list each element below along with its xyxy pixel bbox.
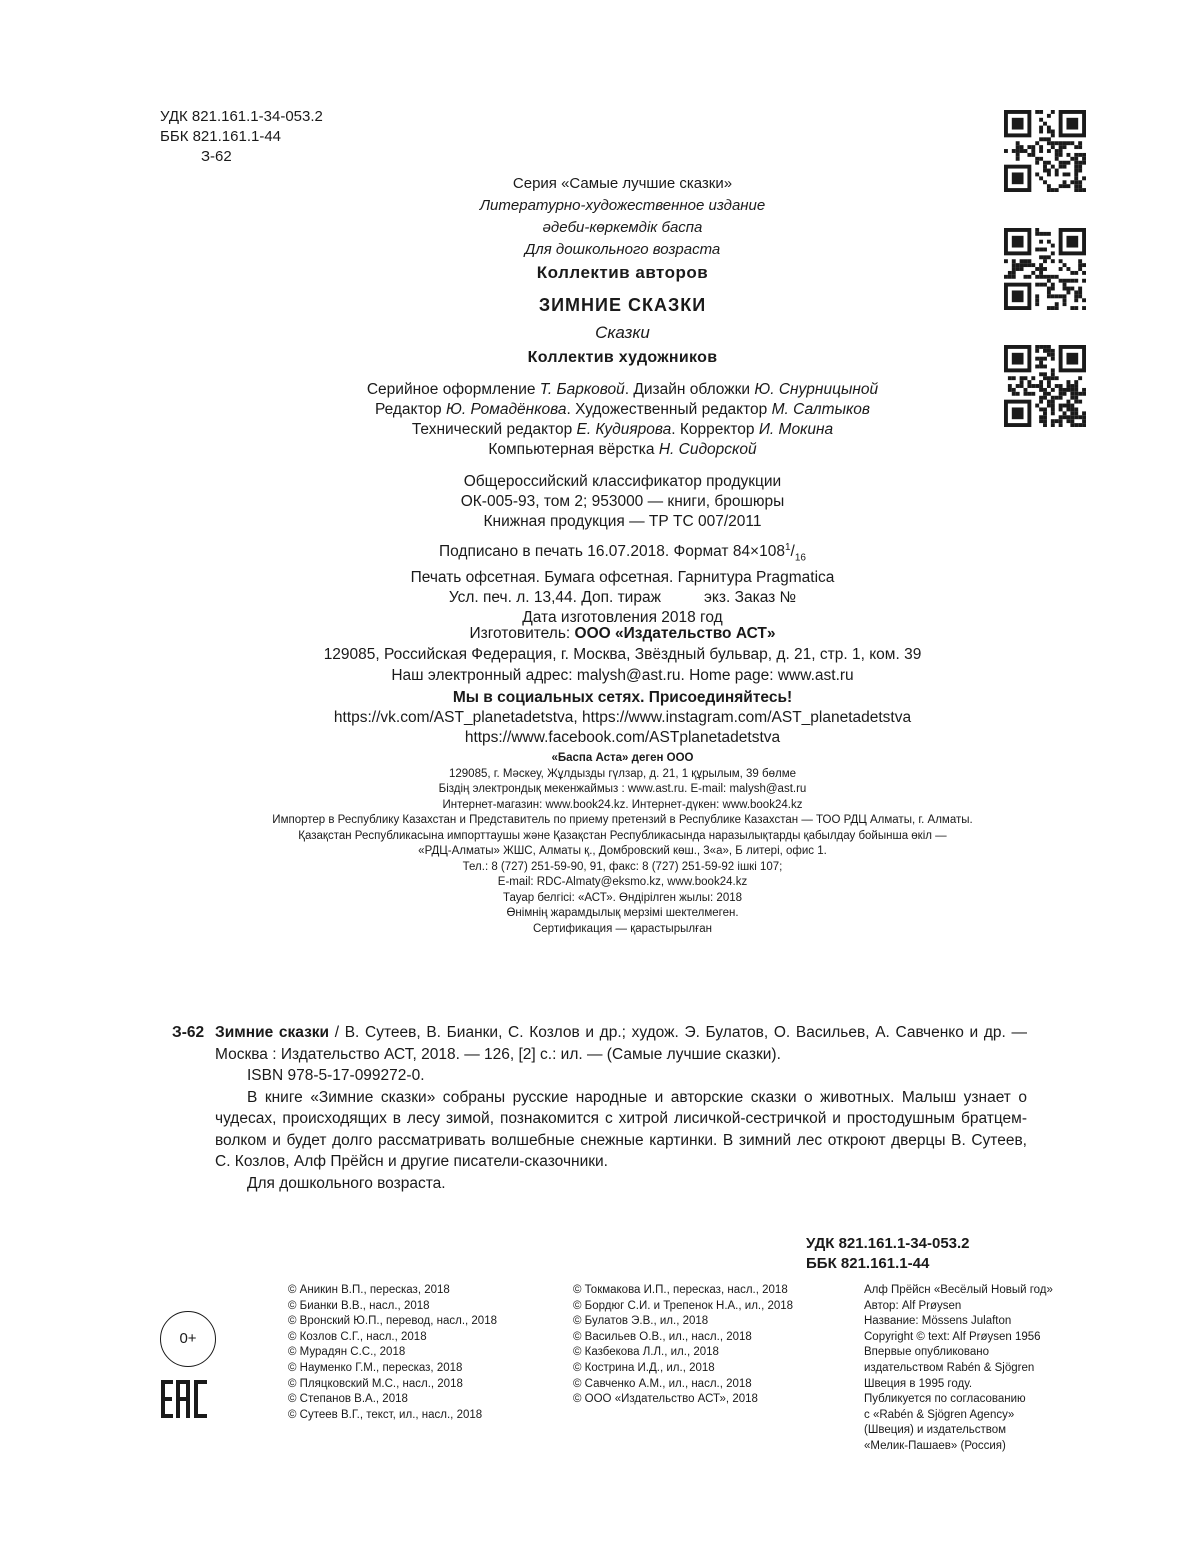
kz-line: Импортер в Республику Казахстан и Представитель по приему претензий в Республике Казахстан — ТОО РДЦ Алматы, г. Алматы. xyxy=(272,814,973,826)
copyrights-column-2 xyxy=(573,1283,793,1408)
card-udk: УДК 821.161.1-34-053.2 xyxy=(806,1235,970,1252)
copyright-line: © Науменко Г.М., пересказ, 2018 xyxy=(288,1361,463,1374)
kz-line: «РДЦ-Алматы» ЖШС, Алматы қ., Домбровский көш., 3«а», Б литері, офис 1. xyxy=(418,845,827,857)
authors: Коллектив авторов xyxy=(536,263,709,282)
copyright-line: © Козлов С.Г., насл., 2018 xyxy=(288,1330,427,1343)
classification-codes xyxy=(160,107,323,167)
qr-svg xyxy=(1004,345,1086,427)
qr-code-icon[interactable] xyxy=(1004,110,1086,192)
rights-line: «Мелик-Пашаев» (Россия) xyxy=(864,1439,1006,1452)
card-isbn: ISBN 978-5-17-099272-0. xyxy=(247,1067,425,1084)
copyright-line: © Казбекова Л.Л., ил., 2018 xyxy=(573,1346,719,1359)
credits-block xyxy=(200,380,1045,460)
copyright-line: © Пляцковский М.С., насл., 2018 xyxy=(288,1377,463,1390)
series-block xyxy=(200,173,1045,261)
card-bibliography: Зимние сказки / В. Сутеев, В. Бианки, С. Козлов и др.; худож. Э. Булатов, О. Васильев, А. Савченко и др. — Москва : Издательство АСТ, 2018. — 126, [2] с.: ил. — (Самые лучшие сказки). xyxy=(215,1024,1027,1063)
rights-line: Швеция в 1995 году. xyxy=(864,1377,973,1390)
social-block xyxy=(200,688,1045,748)
translation-rights-note xyxy=(864,1283,1053,1455)
card-mark: З-62 xyxy=(172,1024,205,1041)
manufacturer-contacts: Наш электронный адрес: malysh@ast.ru. Home page: www.ast.ru xyxy=(391,667,854,684)
rights-line: с «Rabén & Sjögren Agency» xyxy=(864,1408,1015,1421)
kz-line: Интернет-магазин: www.book24.kz. Интернет-дүкен: www.book24.kz xyxy=(442,798,803,811)
book-title: ЗИМНИЕ СКАЗКИ xyxy=(538,295,707,315)
kz-line: Сертификация — қарастырылған xyxy=(532,922,713,935)
copyright-line: © Васильев О.В., ил., насл., 2018 xyxy=(573,1330,752,1343)
qr-code-icon[interactable] xyxy=(1004,228,1086,310)
udk-code: УДК 821.161.1-34-053.2 xyxy=(160,108,323,125)
copyright-line: © Токмакова И.П., пересказ, насл., 2018 xyxy=(573,1284,788,1296)
rights-line: Название: Mössens Julafton xyxy=(864,1315,1012,1328)
author-mark: З-62 xyxy=(201,148,232,165)
credit-line: Компьютерная вёрстка Н. Сидорской xyxy=(488,441,757,458)
rights-line: Copyright © text: Alf Prøysen 1956 xyxy=(864,1330,1041,1343)
copyrights-column-1 xyxy=(288,1283,497,1423)
print-volume: Усл. печ. л. 13,44. Доп. тираж экз. Заказ № xyxy=(448,589,797,607)
edition-type-kz: әдеби-көркемдік баспа xyxy=(542,219,703,236)
card-codes xyxy=(806,1234,970,1274)
edition-type: Литературно-художественное издание xyxy=(479,197,766,214)
social-heading: Мы в социальных сетях. Присоединяйтесь! xyxy=(452,689,793,706)
kz-line: Тел.: 8 (727) 251-59-90, 91, факс: 8 (727) 251-59-92 ішкі 107; xyxy=(462,860,783,873)
rights-line: Автор: Alf Prøysen xyxy=(864,1299,962,1312)
copyright-line: © Аникин В.П., пересказ, 2018 xyxy=(288,1284,450,1296)
card-annotation: В книге «Зимние сказки» собраны русские народные и авторские сказки о животных. Малыш узнает о чудесах, происходящих в лесу зимой, познакомится с хитрой лисичкой-сестричкой и простодушным братцем-волком и будет долго рассматривать волшебные снежные картинки. В зимний лес откроют дверцы В. Сутеев, С. Козлов, Алф Прёйсн и другие писатели-сказочники. xyxy=(215,1088,1027,1170)
genre: Сказки xyxy=(595,323,650,342)
copyright-line: © Кострина И.Д., ил., 2018 xyxy=(573,1361,715,1374)
credit-line: Серийное оформление Т. Барковой. Дизайн обложки Ю. Снурницыной xyxy=(366,381,879,398)
manufacturer-block xyxy=(200,623,1045,686)
copyright-line: © ООО «Издательство АСТ», 2018 xyxy=(573,1393,758,1406)
kz-heading: «Баспа Аста» деген ООО xyxy=(551,752,694,764)
series-name: Серия «Самые лучшие сказки» xyxy=(512,175,733,192)
classification-line: Общероссийский классификатор продукции xyxy=(463,473,782,490)
rights-line: Публикуется по согласованию xyxy=(864,1393,1026,1406)
card-age-note: Для дошкольного возраста. xyxy=(247,1174,446,1192)
rights-line: Алф Прёйсн «Весёлый Новый год» xyxy=(864,1284,1053,1296)
manufacturer: Изготовитель: ООО «Издательство АСТ» xyxy=(469,625,776,642)
kz-line: E-mail: RDC-Almaty@eksmo.kz, www.book24.kz xyxy=(497,876,748,888)
classification-line: Книжная продукция — ТР ТС 007/2011 xyxy=(483,513,762,530)
kz-line: Тауар белгісі: «АСТ». Өндірілген жылы: 2018 xyxy=(502,891,743,904)
social-links[interactable]: https://www.facebook.com/ASTplanetadetstva xyxy=(464,729,781,746)
copyright-line: © Булатов Э.В., ил., 2018 xyxy=(573,1315,709,1328)
bbk-code: ББК 821.161.1-44 xyxy=(160,128,282,145)
manufacturer-address: 129085, Российская Федерация, г. Москва, Звёздный бульвар, д. 21, стр. 1, ком. 39 xyxy=(323,646,922,663)
classification-line: ОК-005-93, том 2; 953000 — книги, брошюры xyxy=(460,493,785,510)
artists: Коллектив художников xyxy=(527,349,718,366)
copyright-line: © Бианки В.В., насл., 2018 xyxy=(288,1299,430,1312)
kz-importer-block xyxy=(200,751,1045,937)
copyright-line: © Бордюг С.И. и Трепенок Н.А., ил., 2018 xyxy=(573,1299,794,1312)
rights-line: (Швеция) и издательством xyxy=(864,1424,1007,1437)
credit-line: Технический редактор Е. Кудиярова. Корректор И. Мокина xyxy=(411,421,834,438)
qr-code-icon[interactable] xyxy=(1004,345,1086,427)
kz-line: Өнімнің жарамдылық мерзімі шектелмеген. xyxy=(506,907,739,919)
copyright-line: © Мурадян С.С., 2018 xyxy=(288,1346,406,1359)
print-info xyxy=(200,538,1045,628)
age-rating-badge: 0+ xyxy=(160,1311,216,1367)
social-links[interactable]: https://vk.com/AST_planetadetstva, https://www.instagram.com/AST_planetadetstva xyxy=(333,709,912,726)
copyright-line: © Степанов В.А., 2018 xyxy=(288,1393,408,1406)
copyright-line: © Савченко А.М., ил., насл., 2018 xyxy=(573,1377,752,1390)
rights-line: издательством Rabén & Sjögren xyxy=(864,1361,1035,1374)
kz-line: Біздің электрондық мекенжаймыз : www.ast.ru. E-mail: malysh@ast.ru xyxy=(438,783,807,795)
age-group: Для дошкольного возраста xyxy=(524,241,721,258)
manufacture-date: Дата изготовления 2018 год xyxy=(522,609,723,627)
rights-line: Впервые опубликовано xyxy=(864,1346,990,1359)
catalog-card xyxy=(172,1022,1027,1194)
signed-for-print: Подписано в печать 16.07.2018. Формат $84\times 108^1/_{16}$ xyxy=(439,542,806,564)
copyright-line: © Сутеев В.Г., текст, ил., насл., 2018 xyxy=(288,1408,483,1421)
product-classification xyxy=(200,472,1045,532)
credit-line: Редактор Ю. Ромадёнкова. Художественный редактор М. Салтыков xyxy=(374,401,871,418)
kz-line: 129085, г. Мәскеу, Жұлдызды гүлзар, д. 21, 1 құрылым, 39 бөлме xyxy=(448,767,796,780)
copyright-line: © Вронский Ю.П., перевод, насл., 2018 xyxy=(288,1315,497,1328)
kz-line: Қазақстан Республикасына импорттаушы және Қазақстан Республикасында наразылықтарды қабылдау бойынша өкіл — xyxy=(298,829,947,842)
eac-mark-icon xyxy=(160,1378,210,1420)
card-bbk: ББК 821.161.1-44 xyxy=(806,1255,930,1272)
qr-svg xyxy=(1004,110,1086,192)
print-type: Печать офсетная. Бумага офсетная. Гарнитура Pragmatica xyxy=(410,569,835,587)
qr-svg xyxy=(1004,228,1086,310)
